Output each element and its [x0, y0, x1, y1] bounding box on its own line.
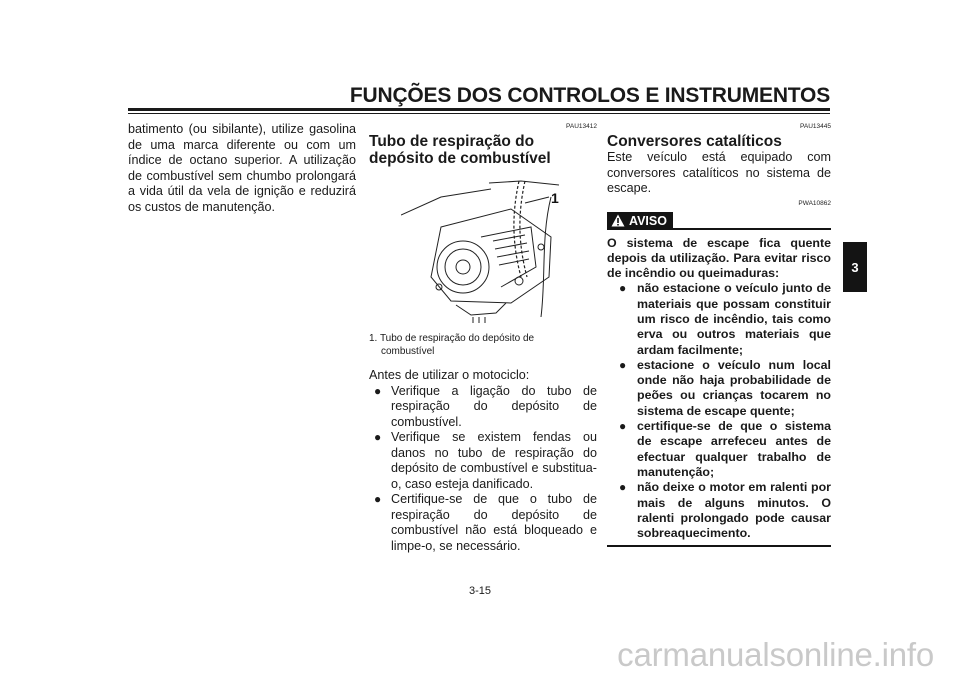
column-2: [369, 122, 597, 554]
section-heading-breather-hose: Tubo de respiração do depósito de combustível: [369, 133, 551, 167]
warning-badge: [607, 212, 673, 230]
list-item: ● estacione o veículo num local onde não haja probabilidade de peões ou crianças tocarem no sistema de escape quente;: [619, 357, 831, 418]
bullet-icon: ●: [619, 480, 627, 495]
chapter-tab[interactable]: 3: [843, 242, 867, 292]
bullet-icon: ●: [374, 492, 382, 506]
breather-hose-figure: [401, 177, 561, 323]
figure-caption: [369, 333, 597, 358]
figure-callout-1: 1: [551, 190, 559, 206]
warning-rule: [673, 228, 831, 230]
bullet-icon: ●: [619, 281, 627, 296]
catalytic-intro: Este veículo está equipado com conversores catalíticos no sistema de escape.: [607, 150, 831, 195]
page-title: FUNÇÕES DOS CONTROLOS E INSTRUMENTOS: [349, 84, 830, 107]
bullet-icon: ●: [619, 419, 627, 434]
list-item: ● Verifique a ligação do tubo de respiração do depósito de combustível.: [374, 383, 597, 429]
warning-label: AVISO: [629, 213, 667, 228]
caption-line-2: combustível: [381, 345, 435, 357]
bullet-icon: ●: [619, 357, 627, 372]
list-item: ● não deixe o motor em ralenti por mais de alguns minutos. O ralenti prolongado pode causar sobreaquecimento.: [619, 480, 831, 541]
warning-list: [607, 281, 831, 541]
header-rule: [128, 108, 830, 111]
section-code: PAU13412: [566, 123, 597, 130]
breather-intro: Antes de utilizar o motociclo:: [369, 368, 530, 382]
bullet-icon: ●: [374, 383, 382, 398]
header-rule-thin: [128, 113, 830, 114]
watermark[interactable]: carmanualsonline.info: [617, 636, 934, 673]
breather-checklist: [369, 384, 597, 555]
section-code: PAU13445: [800, 123, 831, 130]
column-3: [607, 122, 831, 547]
warning-triangle-icon: [611, 214, 625, 227]
page-number: 3-15: [468, 585, 492, 597]
warning-header: [607, 208, 831, 230]
warning-code: PWA10862: [798, 199, 831, 207]
list-item: ● certifique-se de que o sistema de escape arrefeceu antes de efectuar qualquer trabalho de manutenção;: [619, 419, 831, 479]
warning-end-rule: [607, 545, 831, 547]
column-1: [128, 122, 356, 215]
list-item: ● Certifique-se de que o tubo de respiração do depósito de combustível não está bloqueado e limpe-o, se necessário.: [374, 492, 597, 553]
section-heading-catalytic: Conversores catalíticos: [607, 133, 782, 150]
list-item: ● não estacione o veículo junto de materiais que possam constituir um risco de incêndio, tais como erva ou outros materiais que ardam facilmente;: [619, 281, 831, 357]
bullet-icon: ●: [374, 430, 382, 444]
continued-paragraph: batimento (ou sibilante), utilize gasolina de uma marca diferente ou com um índice de octano superior. A utilização de combustível sem chumbo prolongará a vida útil da vela de ignição e reduzirá os custos de manutenção.: [128, 122, 356, 214]
list-item: ● Verifique se existem fendas ou danos no tubo de respiração do depósito de combustível e substitua-o, caso esteja danificado.: [374, 430, 597, 491]
warning-text: O sistema de escape fica quente depois da utilização. Para evitar risco de incêndio ou queimaduras:: [607, 235, 831, 281]
caption-line-1: 1. Tubo de respiração do depósito de: [369, 333, 535, 344]
engine-illustration: [401, 177, 561, 323]
